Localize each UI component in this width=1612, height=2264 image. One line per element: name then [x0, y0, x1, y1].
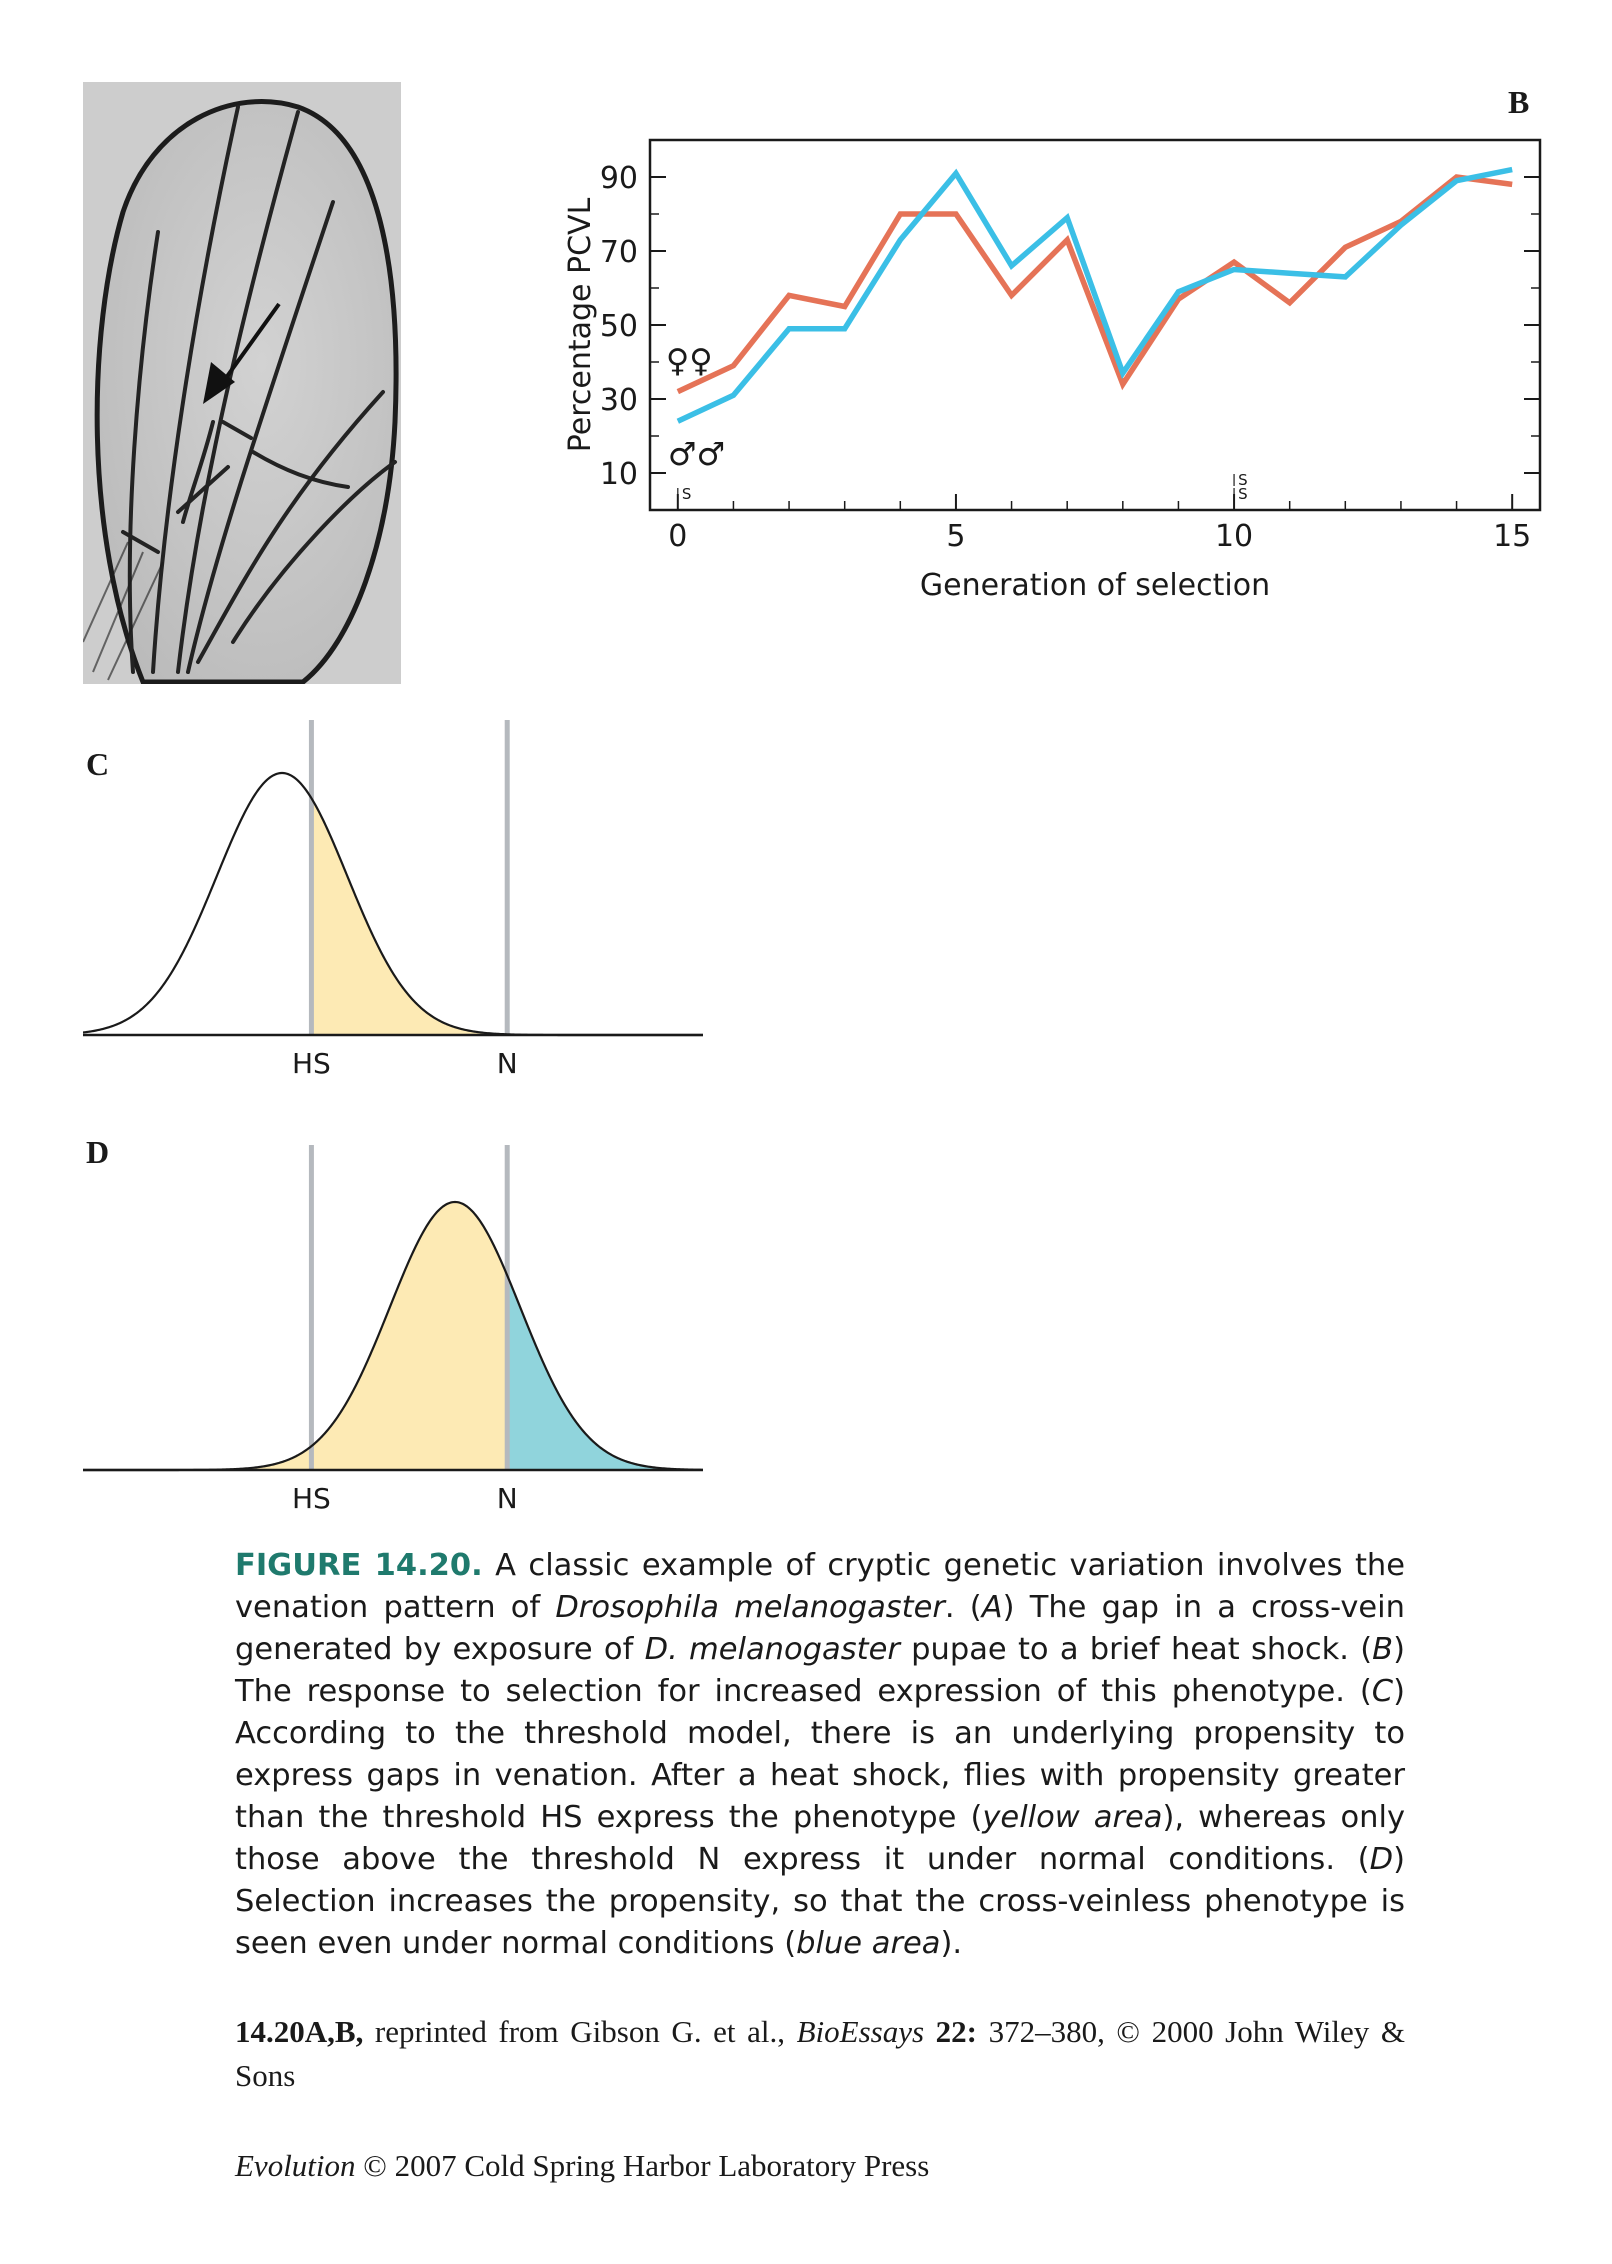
line-chart: [540, 120, 1560, 620]
caption-part: ), whereas only those above the threshold N express it under normal conditions. (: [235, 1800, 1406, 1877]
y-tick-label: 70: [599, 235, 638, 270]
y-tick-label: 50: [599, 309, 638, 344]
page-footer: [235, 2148, 929, 2184]
credit-pages: 372–380, © 2000 John Wiley & Sons: [235, 2014, 1405, 2093]
credit-journal: BioEssays: [796, 2014, 925, 2049]
x-tick-label: 10: [1214, 519, 1254, 554]
caption-part: A: [981, 1590, 1003, 1625]
x-tick-label: 15: [1493, 519, 1532, 554]
series-label-female: ♀♀: [665, 341, 713, 380]
threshold-label-n: N: [496, 1482, 518, 1515]
credit-ref: 14.20A,B,: [235, 2014, 364, 2049]
panel-label-b: B: [1508, 84, 1530, 120]
credit-volume: 22:: [924, 2014, 977, 2049]
threshold-label-hs: HS: [292, 1047, 331, 1080]
figure-credit: [235, 2010, 1405, 2098]
panel-label-d: D: [86, 1134, 110, 1170]
panel-label-c: C: [86, 746, 110, 782]
caption-body: [235, 1548, 1405, 1961]
plot-frame: [650, 140, 1540, 510]
threshold-label-hs: HS: [292, 1482, 331, 1515]
figure-label: FIGURE 14.20.: [235, 1548, 483, 1583]
caption-part: ) The response to selection for increased expression of this phenotype. (: [235, 1632, 1405, 1709]
y-tick-label: 10: [599, 457, 638, 492]
caption-part: . (: [944, 1590, 982, 1625]
caption-part: D. melanogaster: [644, 1632, 900, 1667]
threshold-label-n: N: [496, 1047, 518, 1080]
y-tick-label: 30: [599, 383, 638, 418]
selection-marker-label: S: [681, 485, 692, 503]
caption-part: pupae to a brief heat shock. (: [899, 1632, 1373, 1667]
caption-part: blue area: [796, 1926, 941, 1961]
selection-marker-label: S: [1238, 471, 1248, 489]
y-tick-label: 90: [599, 161, 638, 196]
threshold-diagram-d: [83, 1140, 703, 1520]
caption-part: ) The gap in a cross-vein generated by exposure of: [235, 1590, 1405, 1667]
credit-text: reprinted from Gibson G. et al.,: [363, 2014, 797, 2049]
selection-marker-label: S: [1238, 485, 1248, 503]
wing-photo: [83, 82, 401, 684]
series-label-male: ♂♂: [667, 435, 726, 474]
shaded-area-1: [507, 1275, 703, 1470]
chart-axes: [650, 140, 1540, 510]
shaded-area-0: [311, 798, 507, 1035]
shaded-area-0: [83, 1202, 507, 1470]
x-axis-label: Generation of selection: [919, 568, 1271, 603]
chart-series: [678, 170, 1513, 422]
caption-part: ) Selection increases the propensity, so that the cross-veinless phenotype is seen even under normal conditions (: [235, 1842, 1405, 1961]
footer-text: © 2007 Cold Spring Harbor Laboratory Press: [355, 2148, 930, 2183]
series-line-female: [678, 177, 1512, 392]
caption-part: D: [1369, 1842, 1394, 1877]
threshold-diagram-c: [83, 715, 703, 1090]
figure-caption: [235, 1545, 1405, 1965]
caption-part: ).: [940, 1926, 963, 1961]
caption-part: yellow area: [982, 1800, 1163, 1835]
x-tick-label: 0: [668, 519, 688, 554]
caption-part: B: [1372, 1632, 1394, 1667]
y-axis-label: Percentage PCVL: [563, 197, 598, 453]
footer-title: Evolution: [235, 2148, 356, 2183]
caption-part: C: [1371, 1674, 1394, 1709]
caption-part: Drosophila melanogaster: [555, 1590, 945, 1625]
caption-part: A classic example of cryptic genetic variation involves the venation pattern of: [235, 1548, 1405, 1625]
x-tick-label: 5: [946, 519, 966, 554]
caption-part: ) According to the threshold model, there is an underlying propensity to express gaps in venation. After a heat shock, flies with propensity greater than the threshold HS express the phenotype (: [235, 1674, 1405, 1835]
